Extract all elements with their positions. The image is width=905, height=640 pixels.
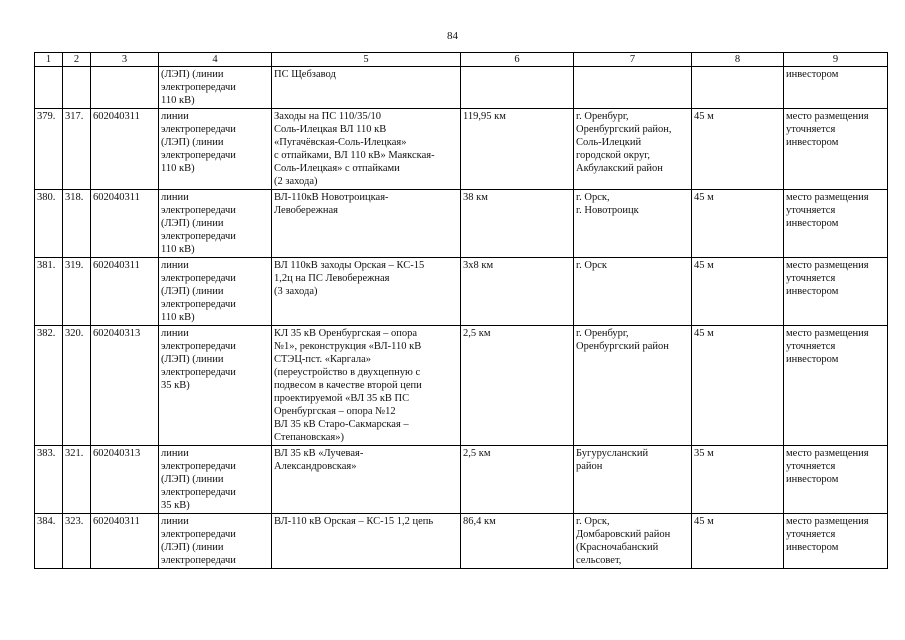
table-row xyxy=(35,67,888,109)
cell-text-line: 379. xyxy=(37,111,56,122)
cell-text-line: СТЭЦ-пст. «Каргала» xyxy=(274,354,371,365)
cell-text-line: 86,4 км xyxy=(463,516,496,527)
cell-text-line: (2 захода) xyxy=(274,176,318,187)
cell-object-name xyxy=(272,67,461,109)
cell-code xyxy=(91,446,159,514)
cell-text-line: электропередачи xyxy=(161,367,236,378)
register-table xyxy=(34,52,888,569)
cell-section-number xyxy=(63,190,91,258)
cell-text-line: электропередачи xyxy=(161,461,236,472)
cell-text-line: место размещения xyxy=(786,516,869,527)
cell-text-line: 381. xyxy=(37,260,56,271)
cell-global-number xyxy=(35,326,63,446)
cell-note xyxy=(784,109,888,190)
cell-zone-width xyxy=(692,258,784,326)
cell-text-line: «Пугачёвская-Соль-Илецкая» xyxy=(274,137,407,148)
cell-text-line: уточняется xyxy=(786,529,836,540)
cell-object-type xyxy=(159,109,272,190)
cell-text-line: линии xyxy=(161,111,189,122)
table-row xyxy=(35,190,888,258)
cell-text-line: 45 м xyxy=(694,192,714,203)
cell-text-line: Александровская» xyxy=(274,461,357,472)
cell-object-name xyxy=(272,258,461,326)
cell-text-line: Оренбургский район, xyxy=(576,124,672,135)
cell-length xyxy=(461,514,574,569)
cell-text-line: Оренбургская – опора №12 xyxy=(274,406,396,417)
cell-text-line: 602040313 xyxy=(93,448,141,459)
cell-text-line: инвестором xyxy=(786,474,839,485)
cell-section-number xyxy=(63,258,91,326)
cell-text-line: электропередачи xyxy=(161,124,236,135)
cell-global-number xyxy=(35,190,63,258)
cell-text-line: (ЛЭП) (линии xyxy=(161,286,224,297)
cell-text-line: электропередачи xyxy=(161,150,236,161)
cell-length xyxy=(461,109,574,190)
cell-object-type xyxy=(159,446,272,514)
cell-text-line: ВЛ-110кВ Новотроицкая- xyxy=(274,192,389,203)
cell-object-name xyxy=(272,326,461,446)
cell-zone-width xyxy=(692,109,784,190)
cell-global-number xyxy=(35,109,63,190)
cell-text-line: 45 м xyxy=(694,111,714,122)
cell-section-number xyxy=(63,514,91,569)
cell-location xyxy=(574,67,692,109)
cell-text-line: 3x8 км xyxy=(463,260,494,271)
cell-code xyxy=(91,258,159,326)
cell-length xyxy=(461,326,574,446)
cell-code xyxy=(91,514,159,569)
cell-text-line: (ЛЭП) (линии xyxy=(161,542,224,553)
cell-text-line: сельсовет, xyxy=(576,555,622,566)
cell-text-line: 602040311 xyxy=(93,111,140,122)
cell-object-type xyxy=(159,326,272,446)
col-header-3: 3 xyxy=(91,53,159,67)
cell-text-line: Домбаровский район xyxy=(576,529,671,540)
cell-text-line: уточняется xyxy=(786,341,836,352)
cell-text-line: инвестором xyxy=(786,286,839,297)
cell-text-line: электропередачи xyxy=(161,299,236,310)
cell-text-line: место размещения xyxy=(786,111,869,122)
cell-text-line: 35 кВ) xyxy=(161,500,190,511)
cell-text-line: г. Оренбург, xyxy=(576,111,629,122)
cell-text-line: уточняется xyxy=(786,205,836,216)
cell-text-line: 2,5 км xyxy=(463,448,491,459)
cell-note xyxy=(784,446,888,514)
cell-text-line: (ЛЭП) (линии xyxy=(161,218,224,229)
cell-text-line: КЛ 35 кВ Оренбургская – опора xyxy=(274,328,418,339)
cell-text-line: электропередачи xyxy=(161,231,236,242)
col-header-6: 6 xyxy=(461,53,574,67)
cell-text-line: Соль-Илецкий xyxy=(576,137,642,148)
cell-text-line: электропередачи xyxy=(161,205,236,216)
cell-text-line: 1,2ц на ПС Левобережная xyxy=(274,273,390,284)
cell-text-line: 45 м xyxy=(694,328,714,339)
cell-text-line: г. Оренбург, xyxy=(576,328,629,339)
cell-text-line: 317. xyxy=(65,111,84,122)
cell-text-line: 38 км xyxy=(463,192,488,203)
cell-text-line: линии xyxy=(161,516,189,527)
table-row xyxy=(35,109,888,190)
cell-text-line: линии xyxy=(161,192,189,203)
cell-text-line: с отпайками, ВЛ 110 кВ» Маякская- xyxy=(274,150,435,161)
cell-object-name xyxy=(272,446,461,514)
cell-note xyxy=(784,514,888,569)
cell-text-line: подвесом в качестве второй цепи xyxy=(274,380,422,391)
cell-text-line: (3 захода) xyxy=(274,286,318,297)
cell-text-line: 35 кВ) xyxy=(161,380,190,391)
cell-text-line: 110 кВ) xyxy=(161,163,195,174)
cell-text-line: электропередачи xyxy=(161,82,236,93)
cell-text-line: 319. xyxy=(65,260,84,271)
table-row xyxy=(35,326,888,446)
cell-text-line: линии xyxy=(161,448,189,459)
cell-section-number xyxy=(63,109,91,190)
col-header-8: 8 xyxy=(692,53,784,67)
cell-text-line: 602040311 xyxy=(93,260,140,271)
cell-code xyxy=(91,67,159,109)
header-row xyxy=(35,53,888,67)
cell-text-line: инвестором xyxy=(786,542,839,553)
cell-text-line: 110 кВ) xyxy=(161,244,195,255)
cell-global-number xyxy=(35,446,63,514)
cell-text-line: (ЛЭП) (линии xyxy=(161,69,224,80)
cell-zone-width xyxy=(692,67,784,109)
cell-text-line: инвестором xyxy=(786,354,839,365)
table-row xyxy=(35,446,888,514)
cell-text-line: электропередачи xyxy=(161,487,236,498)
cell-zone-width xyxy=(692,446,784,514)
cell-text-line: место размещения xyxy=(786,192,869,203)
cell-location xyxy=(574,446,692,514)
cell-code xyxy=(91,109,159,190)
cell-text-line: место размещения xyxy=(786,448,869,459)
cell-text-line: Оренбургский район xyxy=(576,341,669,352)
cell-text-line: линии xyxy=(161,328,189,339)
cell-text-line: инвестором xyxy=(786,218,839,229)
cell-location xyxy=(574,514,692,569)
col-header-9: 9 xyxy=(784,53,888,67)
cell-text-line: 2,5 км xyxy=(463,328,491,339)
cell-text-line: 110 кВ) xyxy=(161,95,195,106)
cell-global-number xyxy=(35,514,63,569)
cell-object-name xyxy=(272,190,461,258)
cell-length xyxy=(461,190,574,258)
cell-text-line: 318. xyxy=(65,192,84,203)
col-header-2: 2 xyxy=(63,53,91,67)
cell-location xyxy=(574,258,692,326)
cell-text-line: городской округ, xyxy=(576,150,651,161)
cell-zone-width xyxy=(692,190,784,258)
cell-section-number xyxy=(63,326,91,446)
cell-text-line: 45 м xyxy=(694,516,714,527)
cell-text-line: Заходы на ПС 110/35/10 xyxy=(274,111,382,122)
cell-text-line: 602040313 xyxy=(93,328,141,339)
cell-text-line: ВЛ-110 кВ Орская – КС-15 1,2 цепь xyxy=(274,516,434,527)
cell-note xyxy=(784,258,888,326)
col-header-1: 1 xyxy=(35,53,63,67)
cell-text-line: уточняется xyxy=(786,273,836,284)
cell-text-line: 110 кВ) xyxy=(161,312,195,323)
cell-text-line: (Красночабанский xyxy=(576,542,659,553)
cell-object-type xyxy=(159,258,272,326)
cell-object-type xyxy=(159,190,272,258)
cell-object-name xyxy=(272,514,461,569)
cell-code xyxy=(91,190,159,258)
cell-text-line: электропередачи xyxy=(161,273,236,284)
col-header-5: 5 xyxy=(272,53,461,67)
cell-text-line: г. Орск, xyxy=(576,516,610,527)
cell-section-number xyxy=(63,67,91,109)
cell-object-type xyxy=(159,514,272,569)
page-number: 84 xyxy=(447,30,458,42)
cell-text-line: 380. xyxy=(37,192,56,203)
cell-text-line: ВЛ 35 кВ «Лучевая- xyxy=(274,448,364,459)
cell-text-line: №1», реконструкция «ВЛ-110 кВ xyxy=(274,341,422,352)
cell-text-line: Левобережная xyxy=(274,205,338,216)
cell-text-line: 323. xyxy=(65,516,84,527)
cell-location xyxy=(574,190,692,258)
cell-note xyxy=(784,190,888,258)
cell-note xyxy=(784,67,888,109)
table-row xyxy=(35,514,888,569)
cell-text-line: 320. xyxy=(65,328,84,339)
cell-text-line: (ЛЭП) (линии xyxy=(161,354,224,365)
cell-zone-width xyxy=(692,326,784,446)
col-header-7: 7 xyxy=(574,53,692,67)
cell-text-line: Соль-Илецкая» с отпайками xyxy=(274,163,400,174)
cell-text-line: (ЛЭП) (линии xyxy=(161,474,224,485)
cell-section-number xyxy=(63,446,91,514)
cell-text-line: инвестором xyxy=(786,137,839,148)
cell-location xyxy=(574,109,692,190)
cell-text-line: 384. xyxy=(37,516,56,527)
cell-length xyxy=(461,446,574,514)
cell-text-line: электропередачи xyxy=(161,341,236,352)
cell-text-line: 35 м xyxy=(694,448,714,459)
cell-text-line: место размещения xyxy=(786,328,869,339)
cell-object-name xyxy=(272,109,461,190)
cell-text-line: г. Орск xyxy=(576,260,607,271)
cell-text-line: 602040311 xyxy=(93,192,140,203)
cell-text-line: г. Новотроицк xyxy=(576,205,639,216)
cell-text-line: Акбулакский район xyxy=(576,163,663,174)
col-header-4: 4 xyxy=(159,53,272,67)
table-row xyxy=(35,258,888,326)
cell-text-line: Соль-Илецкая ВЛ 110 кВ xyxy=(274,124,387,135)
cell-text-line: Степановская») xyxy=(274,432,344,443)
cell-global-number xyxy=(35,258,63,326)
cell-text-line: 602040311 xyxy=(93,516,140,527)
cell-text-line: ПС Щебзавод xyxy=(274,69,336,80)
cell-text-line: линии xyxy=(161,260,189,271)
cell-object-type xyxy=(159,67,272,109)
cell-zone-width xyxy=(692,514,784,569)
cell-text-line: 383. xyxy=(37,448,56,459)
cell-text-line: проектируемой «ВЛ 35 кВ ПС xyxy=(274,393,410,404)
cell-text-line: 321. xyxy=(65,448,84,459)
cell-note xyxy=(784,326,888,446)
cell-text-line: уточняется xyxy=(786,124,836,135)
cell-text-line: 119,95 км xyxy=(463,111,506,122)
cell-text-line: ВЛ 110кВ заходы Орская – КС-15 xyxy=(274,260,425,271)
cell-text-line: г. Орск, xyxy=(576,192,610,203)
cell-location xyxy=(574,326,692,446)
cell-global-number xyxy=(35,67,63,109)
cell-text-line: Бугурусланский xyxy=(576,448,649,459)
cell-length xyxy=(461,258,574,326)
cell-code xyxy=(91,326,159,446)
cell-text-line: район xyxy=(576,461,603,472)
cell-text-line: 45 м xyxy=(694,260,714,271)
cell-text-line: ВЛ 35 кВ Старо-Сакмарская – xyxy=(274,419,409,430)
cell-text-line: электропередачи xyxy=(161,529,236,540)
cell-text-line: уточняется xyxy=(786,461,836,472)
cell-text-line: 382. xyxy=(37,328,56,339)
cell-length xyxy=(461,67,574,109)
cell-text-line: (ЛЭП) (линии xyxy=(161,137,224,148)
cell-text-line: инвестором xyxy=(786,69,839,80)
cell-text-line: электропередачи xyxy=(161,555,236,566)
cell-text-line: место размещения xyxy=(786,260,869,271)
cell-text-line: (переустройство в двухцепную с xyxy=(274,367,421,378)
